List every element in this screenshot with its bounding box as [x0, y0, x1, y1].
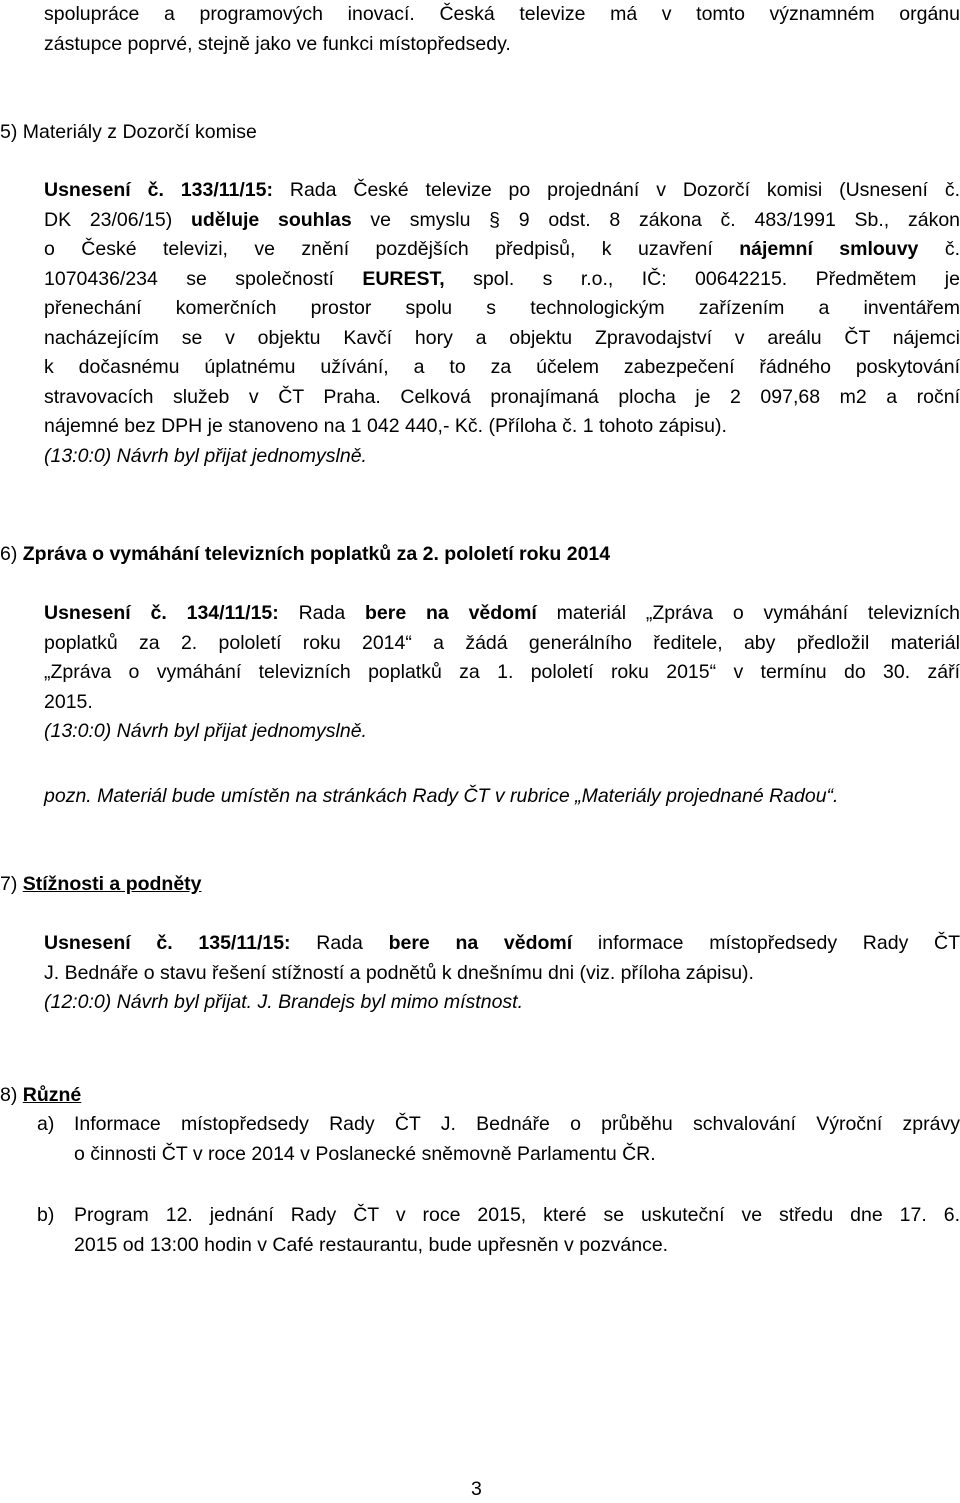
s5-vote: (13:0:0) Návrh byl přijat jednomyslně.	[44, 444, 367, 467]
s7-vote: (12:0:0) Návrh byl přijat. J. Brandejs byl mimo místnost.	[44, 991, 523, 1013]
section-7-number: 7)	[0, 873, 18, 895]
s7-text-1a: Rada	[316, 932, 363, 954]
s5-lease-contract: nájemní smlouvy	[739, 238, 919, 260]
s5-resolution-label: Usnesení č.	[44, 179, 164, 201]
s8-item-a-marker: a)	[37, 1113, 55, 1135]
section-6-heading	[0, 540, 610, 570]
s5-line-1	[44, 176, 960, 206]
s5-text-2a: DK 23/06/15)	[44, 208, 173, 231]
section-8-title: Různé	[22, 1084, 82, 1106]
s6-line-3: „Zpráva o vymáhání televizních poplatků za 1. pololetí roku 2015“ v termínu do 30. září	[44, 661, 960, 683]
s8-item-a-text	[74, 1110, 960, 1169]
s5-text-4c: spol. s r.o., IČ: 00642215. Předmětem je	[473, 267, 960, 290]
s6-vote: (13:0:0) Návrh byl přijat jednomyslně.	[44, 720, 367, 742]
s5-line-6: nacházejícím se v objektu Kavčí hory a objektu Zpravodajství v areálu ČT nájemci	[44, 326, 960, 349]
section-8-number: 8)	[0, 1084, 18, 1106]
s6-text-1c: materiál „Zpráva o vymáhání televizních	[556, 602, 960, 624]
s7-acknowledges: bere na vědomí	[388, 932, 573, 954]
s6-resolution-label: Usnesení č.	[44, 602, 167, 624]
s5-text-3c: č.	[944, 238, 960, 260]
section-7-heading	[0, 870, 202, 900]
s5-line-4	[44, 265, 960, 295]
s5-line-8: stravovacích služeb v ČT Praha. Celková pronajímaná plocha je 2 097,68 m2 a roční	[44, 385, 960, 408]
s5-consent: uděluje souhlas	[190, 208, 352, 231]
section-8-heading	[0, 1081, 81, 1111]
intro-paragraph	[44, 0, 960, 59]
s8-item-b-text	[74, 1201, 960, 1260]
s7-resolution-label: Usnesení č.	[44, 932, 173, 954]
section-5-number: 5)	[0, 121, 18, 143]
section-7-resolution	[44, 929, 960, 1018]
section-5-resolution	[44, 176, 960, 471]
s5-line-9: nájemné bez DPH je stanoveno na 1 042 440,- Kč. (Příloha č. 1 tohoto zápisu).	[44, 415, 727, 437]
s8-item-a-line-1: Informace místopředsedy Rady ČT J. Bednáře o průběhu schvalování Výroční zprávy	[74, 1113, 960, 1135]
section-5-title: Materiály z Dozorčí komise	[22, 121, 257, 143]
s5-line-2	[44, 206, 960, 236]
s8-item-b-line-1: Program 12. jednání Rady ČT v roce 2015, které se uskuteční ve středu dne 17. 6.	[74, 1204, 960, 1226]
s5-line-7: k dočasnému úplatnému užívání, a to za účelem zabezpečení řádného poskytování	[44, 356, 960, 378]
section-5-heading	[0, 118, 257, 148]
s8-item-b-marker: b)	[37, 1204, 55, 1226]
s5-text-1: Rada České televize po projednání v Dozorčí komisi (Usnesení č.	[289, 179, 960, 201]
s6-resolution-id: 134/11/15:	[186, 602, 279, 624]
s7-line-2: J. Bednáře o stavu řešení stížností a podnětů k dnešnímu dni (viz. příloha zápisu).	[44, 961, 754, 984]
section-6-number: 6)	[0, 543, 18, 565]
s6-line-2: poplatků za 2. pololetí roku 2014“ a žádá generálního ředitele, aby předložil materiál	[44, 631, 960, 654]
intro-line-2: zástupce poprvé, stejně jako ve funkci místopředsedy.	[44, 32, 511, 55]
s8-item-b-line-2: 2015 od 13:00 hodin v Café restaurantu, bude upřesněn v pozvánce.	[74, 1233, 669, 1256]
s7-resolution-id: 135/11/15:	[198, 932, 291, 954]
s6-text-1a: Rada	[298, 602, 346, 624]
page-number: 3	[471, 1478, 482, 1500]
s6-acknowledges: bere na vědomí	[365, 602, 537, 624]
intro-line-1: spolupráce a programových inovací. Česká televize má v tomto významném orgánu	[44, 3, 960, 25]
s5-company: EUREST,	[362, 267, 445, 290]
s5-line-3	[44, 235, 960, 265]
s7-line-1	[44, 929, 960, 959]
s6-note	[44, 782, 960, 812]
s5-text-3a: o České televizi, ve znění pozdějších předpisů, k uzavření	[44, 238, 713, 260]
section-7-title: Stížnosti a podněty	[22, 873, 202, 895]
s6-line-1	[44, 599, 960, 629]
s5-text-4a: 1070436/234 se společností	[44, 267, 334, 290]
s5-text-2c: ve smyslu § 9 odst. 8 zákona č. 483/1991 Sb., zákon	[370, 208, 960, 231]
section-6-title: Zpráva o vymáhání televizních poplatků za 2. pololetí roku 2014	[22, 543, 611, 565]
s5-line-5: přenechání komerčních prostor spolu s technologickým zařízením a inventářem	[44, 297, 960, 319]
s8-item-a-line-2: o činnosti ČT v roce 2014 v Poslanecké sněmovně Parlamentu ČR.	[74, 1142, 656, 1165]
s7-text-1c: informace místopředsedy Rady ČT	[597, 932, 960, 954]
s6-line-4: 2015.	[44, 690, 93, 713]
section-6-resolution	[44, 599, 960, 747]
s5-resolution-id: 133/11/15:	[180, 179, 273, 201]
s6-note-text: pozn. Materiál bude umístěn na stránkách Rady ČT v rubrice „Materiály projednané Radou“.	[44, 785, 839, 807]
